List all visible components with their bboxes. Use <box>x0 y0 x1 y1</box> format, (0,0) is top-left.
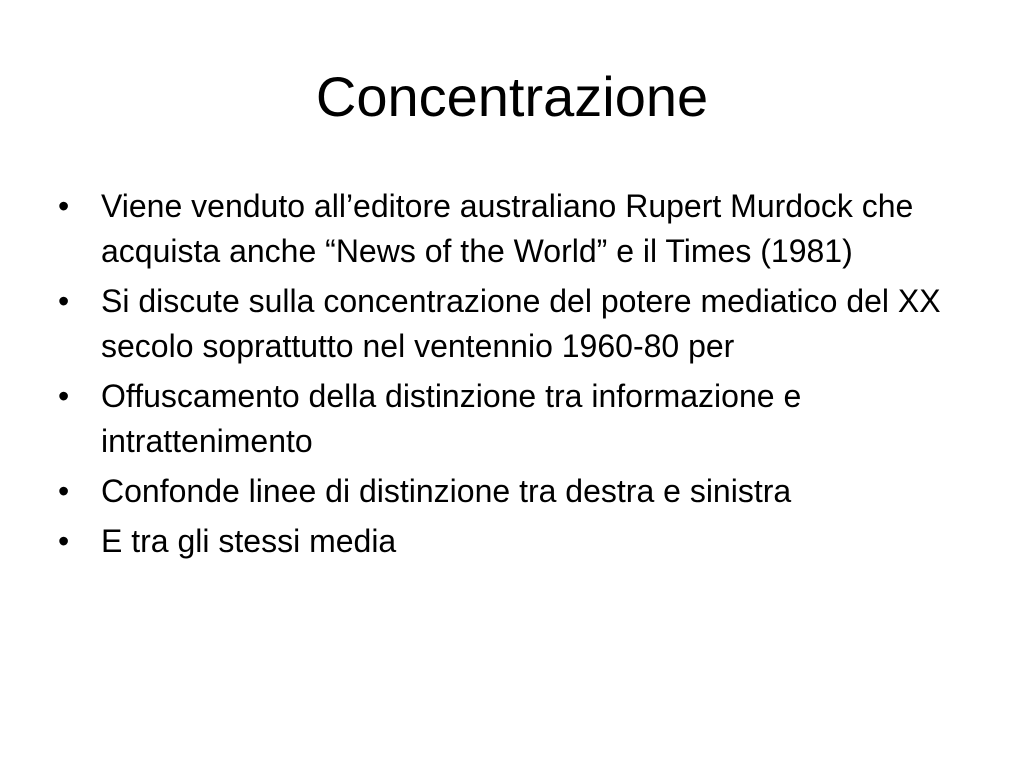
bullet-text: E tra gli stessi media <box>101 523 397 559</box>
bullet-marker: • <box>58 473 70 509</box>
bullet-text: Si discute sulla concentrazione del potere mediatico del XX secolo soprattutto nel ventennio 1960-80 per <box>101 283 941 364</box>
bullet-item <box>58 519 978 564</box>
bullet-marker: • <box>58 523 70 559</box>
bullet-marker: • <box>58 283 70 319</box>
bullet-item <box>58 279 978 369</box>
bullet-text: Offuscamento della distinzione tra informazione e intrattenimento <box>101 378 802 459</box>
slide-title: Concentrazione <box>315 65 709 128</box>
bullet-text: Viene venduto all’editore australiano Rupert Murdock che acquista anche “News of the World” e il Times (1981) <box>101 188 914 269</box>
bullet-text: Confonde linee di distinzione tra destra e sinistra <box>101 473 792 509</box>
bullet-item <box>58 469 978 514</box>
bullet-item <box>58 184 978 274</box>
bullet-marker: • <box>58 188 70 224</box>
bullet-item <box>58 374 978 464</box>
bullet-list <box>58 184 978 569</box>
bullet-marker: • <box>58 378 70 414</box>
